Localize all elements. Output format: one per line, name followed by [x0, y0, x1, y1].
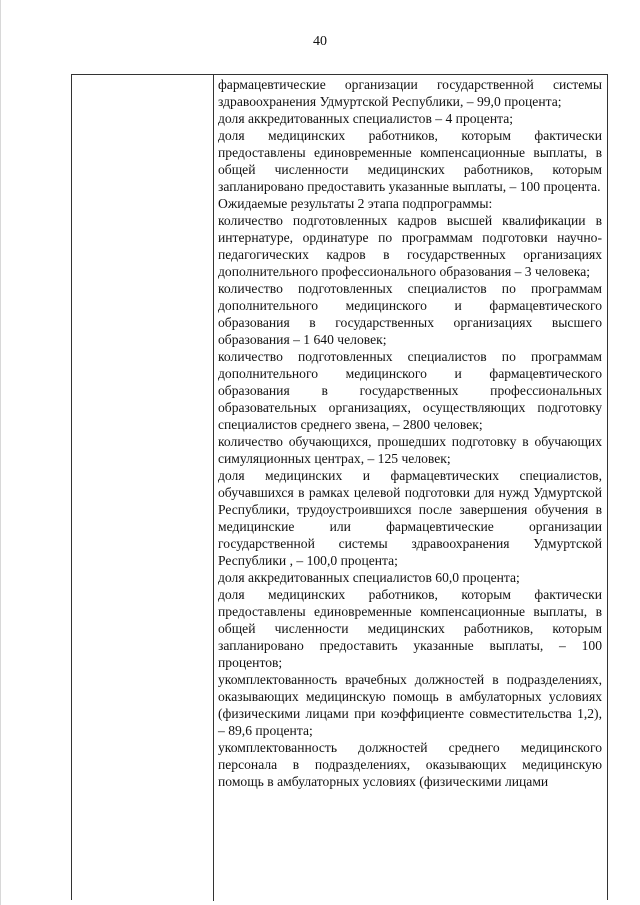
paragraph: фармацевтические организации государственной системы здравоохранения Удмуртской Республики, – 99,0 процента;: [218, 77, 602, 109]
paragraph: доля медицинских работников, которым фактически предоставлены единовременные компенсационные выплаты, в общей численности медицинских работников, которым запланировано предоставить указанные выплаты, – 100 процента.: [218, 128, 602, 194]
scan-edge: [0, 0, 1, 905]
paragraph: доля медицинских и фармацевтических специалистов, обучавшихся в рамках целевой подготовки для нужд Удмуртской Республики, трудоустроившихся после завершения обучения в медицинские или фармацевтические организации государственной системы здравоохранения Удмуртской Республики , – 100,0 процента;: [218, 468, 602, 568]
paragraph: укомплектованность должностей среднего медицинского персонала в подразделениях, оказывающих медицинскую помощь в амбулаторных условиях (физическими лицами: [218, 740, 602, 789]
table-left-cell: [72, 75, 213, 901]
page-number: 40: [313, 34, 327, 49]
paragraph: доля медицинских работников, которым фактически предоставлены единовременные компенсационные выплаты, в общей численности медицинских работников, которым запланировано предоставить указанные выплаты, – 100 процентов;: [218, 587, 602, 670]
paragraph: количество подготовленных специалистов по программам дополнительного медицинского и фармацевтического образования в государственных организациях высшего образования – 1 640 человек;: [218, 281, 602, 347]
column-divider: [213, 75, 214, 901]
paragraph: доля аккредитованных специалистов 60,0 процента;: [218, 570, 520, 585]
paragraph: количество подготовленных специалистов по программам дополнительного медицинского и фармацевтического образования в государственных профессиональных образовательных организациях, осуществляющих подготовку специалистов среднего звена, – 2800 человек;: [218, 349, 602, 432]
paragraph: количество обучающихся, прошедших подготовку в обучающих симуляционных центрах, – 125 человек;: [218, 434, 602, 466]
content-table: [71, 74, 608, 900]
paragraph: доля аккредитованных специалистов – 4 процента;: [218, 111, 514, 126]
stage-heading: Ожидаемые результаты 2 этапа подпрограммы:: [218, 196, 493, 211]
paragraph: укомплектованность врачебных должностей в подразделениях, оказывающих медицинскую помощь в амбулаторных условиях (физическими лицами при коэффициенте совместительства 1,2), – 89,6 процента;: [218, 672, 602, 738]
paragraph: количество подготовленных кадров высшей квалификации в интернатуре, ординатуре по программам подготовки научно-педагогических кадров в государственных организациях дополнительного профессионального образования – 3 человека;: [218, 213, 602, 279]
table-right-cell: [218, 76, 602, 790]
